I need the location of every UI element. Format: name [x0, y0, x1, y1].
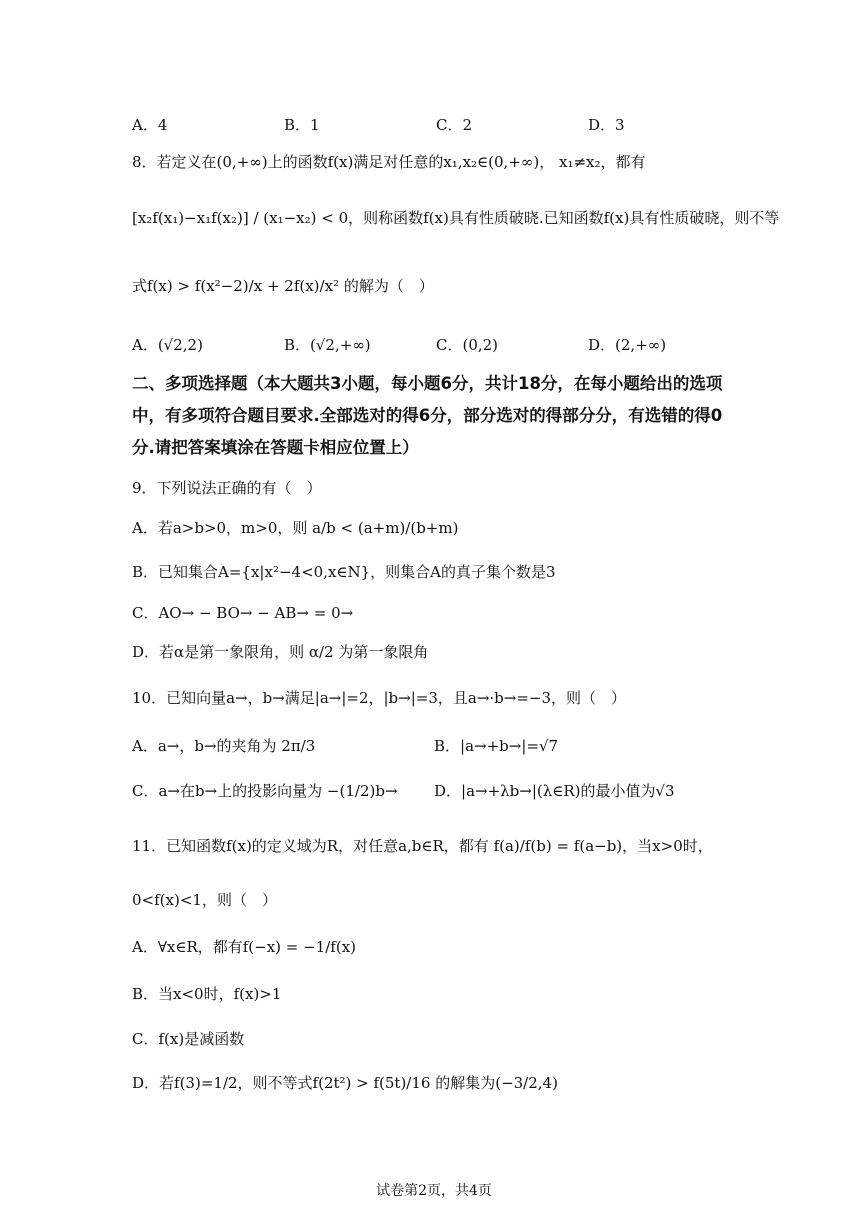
- section-heading: 二、多项选择题（本大题共3小题，每小题6分，共计18分，在每小题给出的选项中，有多项符合题目要求.全部选对的得6分，部分选对的得部分分，有选错的得0分.请把答案填涂在答题卡相应位置上）: [132, 374, 723, 457]
- q8-option-d[interactable]: D．(2,+∞): [588, 336, 667, 354]
- q11-stem-line2: 0<f(x)<1，则（ ）: [132, 891, 277, 909]
- q7-option-c[interactable]: C．2: [436, 116, 473, 134]
- q7-options: [132, 114, 752, 135]
- q9-option-d[interactable]: D．若α是第一象限角，则 α/2 为第一象限角: [132, 643, 429, 661]
- q8-option-a[interactable]: A．(√2,2): [132, 336, 203, 354]
- page-footer: 试卷第2页，共4页: [376, 1183, 492, 1199]
- q10-option-c[interactable]: C．a→在b→上的投影向量为 −(1/2)b→: [132, 782, 398, 800]
- q7-option-a[interactable]: A．4: [132, 116, 168, 134]
- q11-option-b[interactable]: B．当x<0时，f(x)>1: [132, 985, 282, 1003]
- q8-option-c[interactable]: C．(0,2): [436, 336, 499, 354]
- q9-option-a[interactable]: A．若a>b>0，m>0，则 a/b < (a+m)/(b+m): [132, 519, 459, 537]
- q8-line2: [x₂f(x₁)−x₁f(x₂)] / (x₁−x₂) < 0，则称函数f(x)具有性质破晓.已知函数f(x)具有性质破晓，则不等: [132, 209, 780, 227]
- q10-option-a[interactable]: A．a→，b→的夹角为 2π/3: [132, 737, 316, 755]
- q11-option-d[interactable]: D．若f(3)=1/2，则不等式f(2t²) > f(5t)/16 的解集为(−3/2,4): [132, 1074, 558, 1092]
- q9-option-b[interactable]: B．已知集合A={x|x²−4<0,x∈N}，则集合A的真子集个数是3: [132, 563, 556, 581]
- q7-option-d[interactable]: D．3: [588, 116, 625, 134]
- q10-options-row2: [132, 780, 752, 801]
- q11-option-a[interactable]: A．∀x∈R，都有f(−x) = −1/f(x): [132, 938, 357, 956]
- q10-stem: 10．已知向量a→，b→满足|a→|=2，|b→|=3，且a→·b→=−3，则（ ）: [132, 689, 627, 707]
- q9-stem: 9．下列说法正确的有（ ）: [132, 479, 322, 497]
- q8-line1: 8．若定义在(0,+∞)上的函数f(x)满足对任意的x₁,x₂∈(0,+∞)， x₁≠x₂，都有: [132, 153, 646, 171]
- q8-option-b[interactable]: B．(√2,+∞): [284, 336, 371, 354]
- q8-line3: 式f(x) > f(x²−2)/x + 2f(x)/x² 的解为（ ）: [132, 277, 434, 295]
- q10-options-row1: [132, 735, 752, 756]
- q11-option-c[interactable]: C．f(x)是减函数: [132, 1030, 245, 1048]
- q10-option-b[interactable]: B．|a→+b→|=√7: [434, 737, 559, 755]
- q8-options: [132, 334, 752, 355]
- q9-option-c[interactable]: C．AO→ − BO→ − AB→ = 0→: [132, 604, 354, 622]
- q7-option-b[interactable]: B．1: [284, 116, 320, 134]
- q11-stem-line1: 11．已知函数f(x)的定义域为R，对任意a,b∈R，都有 f(a)/f(b) = f(a−b)，当x>0时，: [132, 837, 713, 855]
- q10-option-d[interactable]: D．|a→+λb→|(λ∈R)的最小值为√3: [434, 782, 675, 800]
